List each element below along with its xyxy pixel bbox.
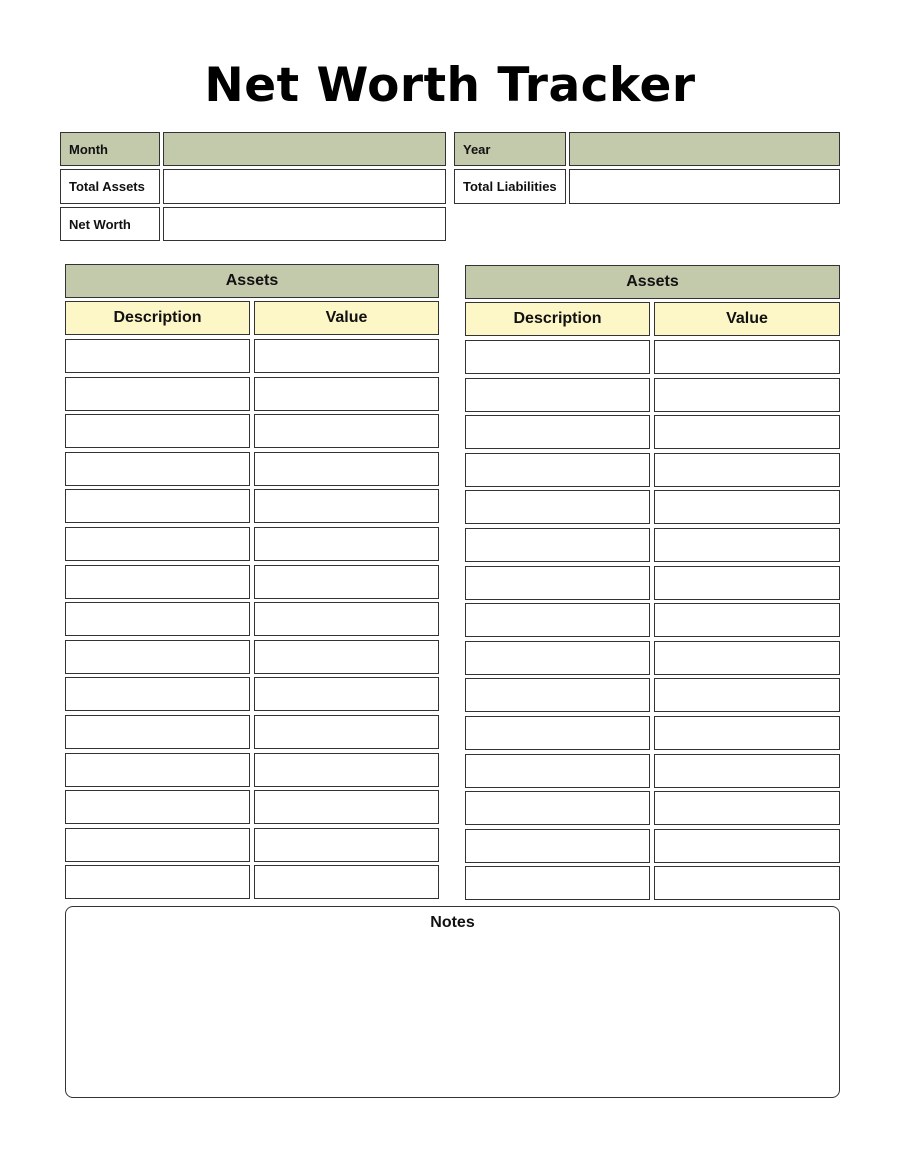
right-value-cell[interactable] [654, 528, 840, 562]
left-value-cell[interactable] [254, 753, 439, 787]
right-value-cell[interactable] [654, 866, 840, 900]
left-value-cell[interactable] [254, 677, 439, 711]
left-value-cell[interactable] [254, 828, 439, 862]
year-field[interactable] [569, 132, 840, 166]
total-liabilities-label: Total Liabilities [454, 169, 566, 204]
left-description-cell[interactable] [65, 753, 250, 787]
left-description-cell[interactable] [65, 339, 250, 373]
left-value-cell[interactable] [254, 602, 439, 636]
right-value-cell[interactable] [654, 829, 840, 863]
right-table-title: Assets [465, 265, 840, 299]
total-assets-label: Total Assets [60, 169, 160, 204]
right-value-cell[interactable] [654, 716, 840, 750]
left-value-cell[interactable] [254, 565, 439, 599]
left-value-cell[interactable] [254, 790, 439, 824]
right-value-cell[interactable] [654, 566, 840, 600]
left-value-cell[interactable] [254, 452, 439, 486]
right-value-cell[interactable] [654, 754, 840, 788]
right-description-cell[interactable] [465, 754, 650, 788]
left-value-cell[interactable] [254, 339, 439, 373]
right-description-cell[interactable] [465, 528, 650, 562]
left-value-cell[interactable] [254, 489, 439, 523]
notes-box[interactable] [65, 906, 840, 1098]
left-description-cell[interactable] [65, 452, 250, 486]
right-value-cell[interactable] [654, 453, 840, 487]
year-label: Year [454, 132, 566, 166]
right-value-cell[interactable] [654, 678, 840, 712]
right-description-cell[interactable] [465, 340, 650, 374]
left-value-cell[interactable] [254, 414, 439, 448]
left-value-cell[interactable] [254, 527, 439, 561]
right-description-cell[interactable] [465, 603, 650, 637]
right-value-cell[interactable] [654, 378, 840, 412]
left-description-cell[interactable] [65, 414, 250, 448]
right-value-header: Value [654, 302, 840, 336]
left-description-cell[interactable] [65, 527, 250, 561]
left-value-cell[interactable] [254, 640, 439, 674]
right-value-cell[interactable] [654, 603, 840, 637]
left-description-cell[interactable] [65, 828, 250, 862]
right-description-cell[interactable] [465, 641, 650, 675]
right-description-cell[interactable] [465, 378, 650, 412]
total-assets-field[interactable] [163, 169, 446, 204]
right-value-cell[interactable] [654, 415, 840, 449]
right-description-cell[interactable] [465, 678, 650, 712]
right-description-cell[interactable] [465, 829, 650, 863]
month-label: Month [60, 132, 160, 166]
right-value-cell[interactable] [654, 490, 840, 524]
left-description-cell[interactable] [65, 790, 250, 824]
left-value-cell[interactable] [254, 715, 439, 749]
left-description-cell[interactable] [65, 565, 250, 599]
left-value-cell[interactable] [254, 377, 439, 411]
notes-title: Notes [430, 914, 475, 931]
net-worth-field[interactable] [163, 207, 446, 241]
right-value-cell[interactable] [654, 641, 840, 675]
right-description-cell[interactable] [465, 490, 650, 524]
left-description-cell[interactable] [65, 677, 250, 711]
month-field[interactable] [163, 132, 446, 166]
left-description-cell[interactable] [65, 377, 250, 411]
net-worth-label: Net Worth [60, 207, 160, 241]
left-description-cell[interactable] [65, 640, 250, 674]
left-description-header: Description [65, 301, 250, 335]
right-description-cell[interactable] [465, 415, 650, 449]
left-value-cell[interactable] [254, 865, 439, 899]
right-description-cell[interactable] [465, 453, 650, 487]
left-value-header: Value [254, 301, 439, 335]
right-value-cell[interactable] [654, 791, 840, 825]
left-description-cell[interactable] [65, 489, 250, 523]
left-description-cell[interactable] [65, 715, 250, 749]
total-liabilities-field[interactable] [569, 169, 840, 204]
left-table-title: Assets [65, 264, 439, 298]
right-value-cell[interactable] [654, 340, 840, 374]
left-description-cell[interactable] [65, 602, 250, 636]
page-title: Net Worth Tracker [204, 58, 696, 113]
right-description-cell[interactable] [465, 791, 650, 825]
right-description-header: Description [465, 302, 650, 336]
right-description-cell[interactable] [465, 566, 650, 600]
right-description-cell[interactable] [465, 866, 650, 900]
right-description-cell[interactable] [465, 716, 650, 750]
left-description-cell[interactable] [65, 865, 250, 899]
